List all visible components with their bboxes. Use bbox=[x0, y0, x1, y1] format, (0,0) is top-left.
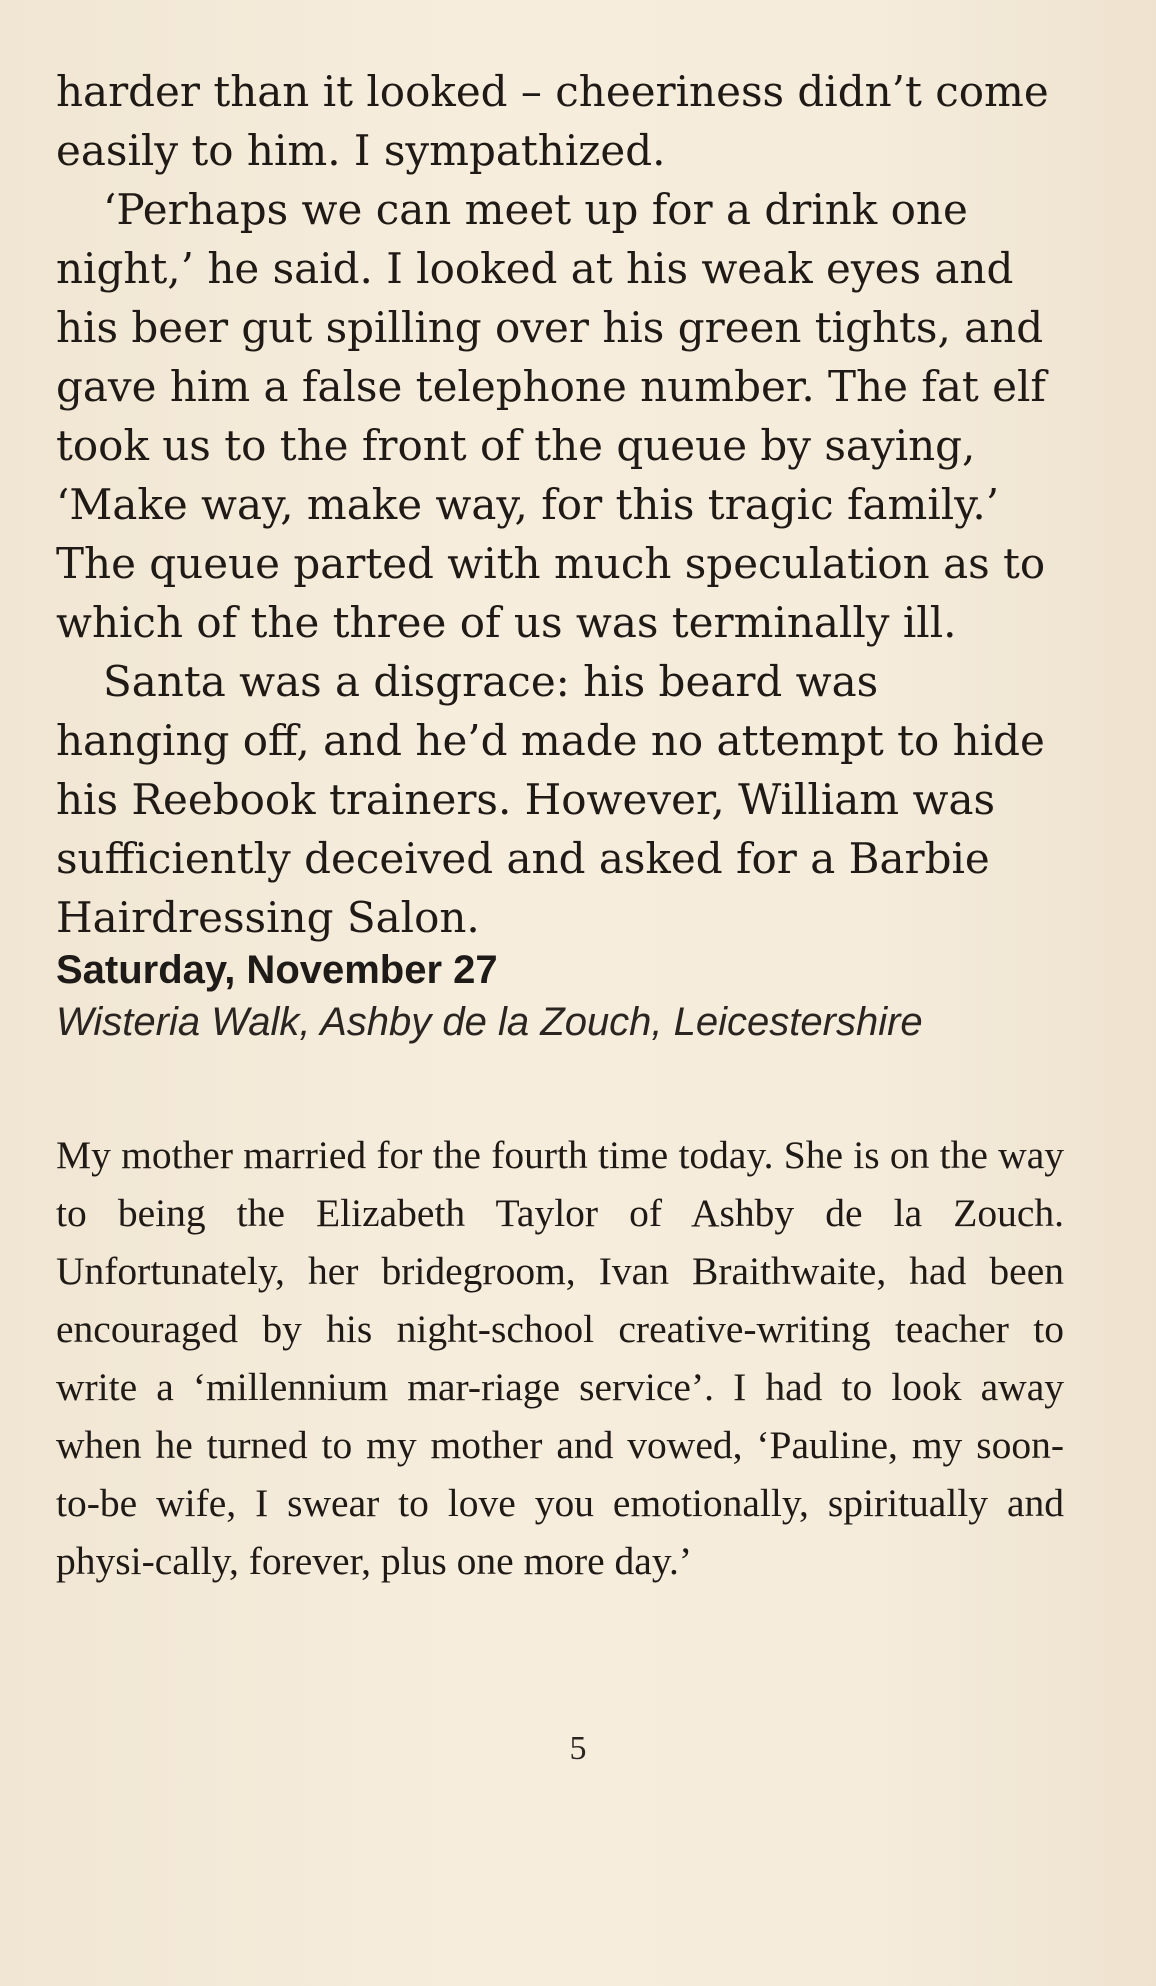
entry-body bbox=[56, 1126, 1064, 1590]
paragraph-elf: ‘Perhaps we can meet up for a drink one night,’ he said. I looked at his weak eyes and his beer gut spilling over his green tights, and gave him a false telephone number. The fat elf took us to the front of the queue by saying, ‘Make way, make way, for this tragic family.’ The queue parted with much speculation as to which of the three of us was terminally ill. bbox=[56, 185, 1046, 647]
paragraph-continuation: harder than it looked – cheeriness didn’t come easily to him. I sympathized. bbox=[56, 67, 1049, 175]
top-text-section bbox=[56, 62, 1064, 947]
entry-date: Saturday, November 27 bbox=[56, 948, 498, 992]
entry-location: Wisteria Walk, Ashby de la Zouch, Leicestershire bbox=[56, 1000, 923, 1044]
page-number: 5 bbox=[569, 1730, 587, 1767]
paragraph-wedding: My mother married for the fourth time today. She is on the way to being the Elizabeth Taylor of Ashby de la Zouch. Unfortunately, her bridegroom, Ivan Braithwaite, had been encouraged by his night-school creative-writing teacher to write a ‘millennium mar-riage service’. I had to look away when he turned to my mother and vowed, ‘Pauline, my soon-to-be wife, I swear to love you emotionally, spiritually and physi-cally, forever, plus one more day.’ bbox=[56, 1133, 1064, 1583]
diary-entry-heading bbox=[56, 944, 1064, 1048]
paragraph-santa: Santa was a disgrace: his beard was hanging off, and he’d made no attempt to hide his Reebook trainers. However, William was sufficiently deceived and asked for a Barbie Hairdressing Salon. bbox=[56, 657, 1045, 942]
